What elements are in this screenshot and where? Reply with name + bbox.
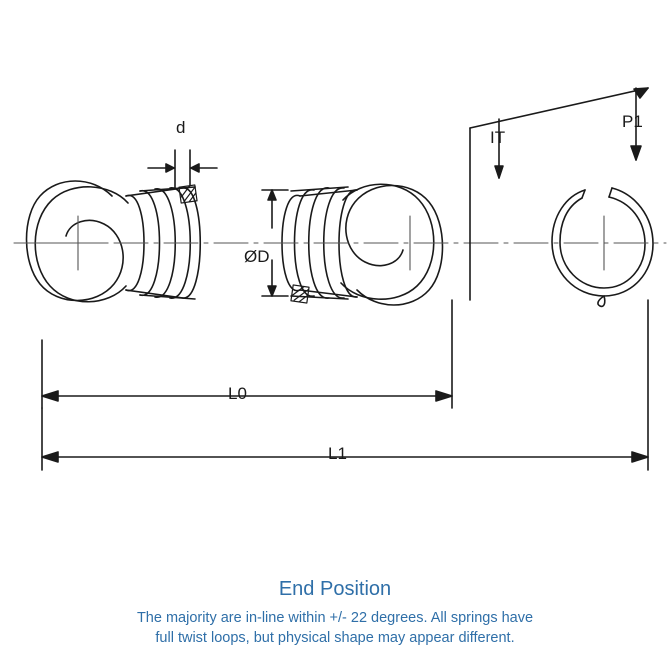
- label-initial-tension: IT: [490, 128, 506, 147]
- label-free-length-subscript: 0: [237, 384, 247, 403]
- label-extended-length: [328, 444, 347, 464]
- caption-title: End Position: [278, 578, 392, 600]
- open-end-hook: [552, 188, 653, 306]
- left-end-loop: [27, 181, 129, 302]
- label-extended-length-text: L: [328, 444, 338, 463]
- caption-body: [25, 608, 645, 648]
- dimension-free-length: [42, 300, 452, 408]
- dimension-wire-diameter: [148, 150, 217, 188]
- label-wire-diameter: d: [176, 118, 186, 137]
- caption-body-line-1: The majority are in-line within +/- 22 degrees. All springs have: [136, 610, 534, 626]
- label-extended-length-subscript: 1: [337, 444, 347, 463]
- right-end-loop: [341, 184, 443, 305]
- label-free-length: [228, 384, 247, 404]
- label-outer-diameter: ØD: [244, 247, 270, 266]
- label-free-length-text: L: [228, 384, 238, 403]
- label-load-p1: P1: [622, 112, 643, 131]
- caption-body-line-2: full twist loops, but physical shape may appear different.: [155, 630, 515, 646]
